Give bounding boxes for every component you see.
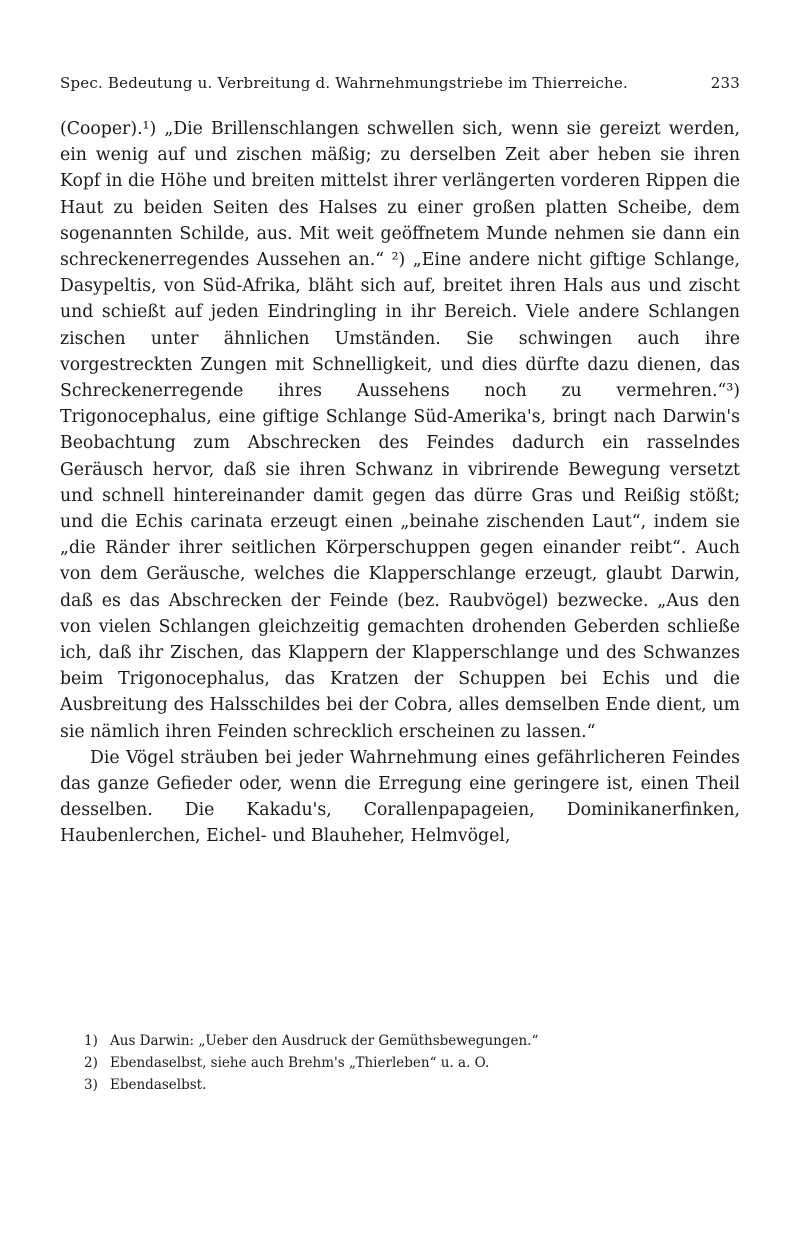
footnote-number: 3) xyxy=(84,1077,98,1093)
footnotes xyxy=(84,1030,724,1096)
footnote-text: Ebendaselbst. xyxy=(110,1077,207,1093)
paragraph: (Cooper).¹) „Die Brillenschlangen schwellen sich, wenn sie gereizt werden, ein wenig auf und zischen mäßig; zu derselben Zeit aber heben sie ihren Kopf in die Höhe und breiten mittelst ihrer verlängerten vorderen Rippen die Haut zu beiden Seiten des Halses zu einer großen platten Scheibe, dem sogenannten Schilde, aus. Mit weit geöffnetem Munde nehmen sie dann ein schreckenerregendes Aussehen an.“ ²) „Eine andere nicht giftige Schlange, Dasypeltis, von Süd-Afrika, bläht sich auf, breitet ihren Hals aus und zischt und schießt auf jeden Eindringling in ihr Bereich. Viele andere Schlangen zischen unter ähnlichen Umständen. Sie schwingen auch ihre vorgestreckten Zungen mit Schnelligkeit, und dies dürfte dazu dienen, das Schreckenerregende ihres Aussehens noch zu vermehren.“³) Trigonocephalus, eine giftige Schlange Süd-Amerika's, bringt nach Darwin's Beobachtung zum Abschrecken des Feindes dadurch ein rasselndes Geräusch hervor, daß sie ihren Schwanz in vibrirende Bewegung versetzt und schnell hintereinander damit gegen das dürre Gras und Reißig stößt; und die Echis carinata erzeugt einen „beinahe zischenden Laut“, indem sie „die Ränder ihrer seitlichen Körperschuppen gegen einander reibt“. Auch von dem Geräusche, welches die Klapperschlange erzeugt, glaubt Darwin, daß es das Abschrecken der Feinde (bez. Raubvögel) bezwecke. „Aus den von vielen Schlangen gleichzeitig gemachten drohenden Geberden schließe ich, daß ihr Zischen, das Klappern der Klapperschlange und des Schwanzes beim Trigonocephalus, das Kratzen der Schuppen bei Echis und die Ausbreitung des Halsschildes bei der Cobra, alles demselben Ende dient, um sie nämlich ihren Feinden schrecklich erscheinen zu lassen.“ xyxy=(60,119,740,742)
running-title: Spec. Bedeutung u. Verbreitung d. Wahrnehmungstriebe im Thierreiche. xyxy=(60,74,628,92)
footnote xyxy=(84,1030,724,1052)
footnote xyxy=(84,1074,724,1096)
body-text xyxy=(60,116,740,850)
footnote-text: Ebendaselbst, siehe auch Brehm's „Thierleben“ u. a. O. xyxy=(110,1055,490,1071)
paragraph: Die Vögel sträuben bei jeder Wahrnehmung eines gefährlicheren Feindes das ganze Gefieder oder, wenn die Erregung eine geringere ist, einen Theil desselben. Die Kakadu's, Corallenpapageien, Dominikanerfinken, Haubenlerchen, Eichel- und Blauheher, Helmvögel, xyxy=(60,747,740,847)
footnote-text: Aus Darwin: „Ueber den Ausdruck der Gemüthsbewegungen.“ xyxy=(110,1033,539,1049)
page-number: 233 xyxy=(710,74,740,92)
footnote xyxy=(84,1052,724,1074)
footnote-number: 2) xyxy=(84,1055,98,1071)
footnote-number: 1) xyxy=(84,1033,98,1049)
running-header xyxy=(60,74,740,92)
